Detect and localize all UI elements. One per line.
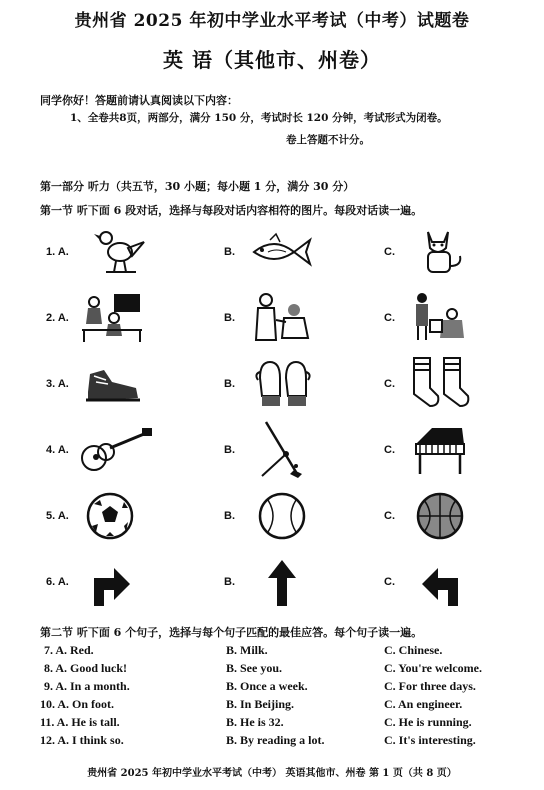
response-option-c: C. Chinese.	[384, 643, 443, 657]
soccer-ball-icon	[84, 490, 136, 542]
question-row-5	[0, 486, 544, 546]
section-1-heading: 第一节 听下面 6 段对话，选择与每段对话内容相符的图片。每段对话读一遍。	[40, 204, 423, 217]
option-c-label: C.	[384, 444, 395, 456]
gloves-icon	[254, 358, 312, 410]
straight-arrow-icon	[266, 558, 298, 608]
response-option-a: 7. A. Red.	[44, 643, 94, 657]
option-c-label: C.	[384, 312, 395, 324]
response-option-a: 8. A. Good luck!	[44, 661, 128, 675]
response-option-b: B. By reading a lot.	[226, 733, 325, 747]
response-option-b: B. In Beijing.	[226, 697, 295, 711]
response-option-c: C. It's interesting.	[384, 733, 476, 747]
response-option-c: C. You're welcome.	[384, 661, 482, 675]
question-row-6	[0, 552, 544, 612]
basketball-icon	[414, 490, 466, 542]
response-option-b: B. Milk.	[226, 643, 268, 657]
option-c-label: C.	[384, 246, 395, 258]
doctor-icon	[250, 290, 314, 344]
fish-icon	[248, 232, 314, 272]
notice-label: 同学你好！答题前请认真阅读以下内容：	[40, 94, 238, 107]
option-b-label: B.	[224, 312, 235, 324]
golf-icon	[256, 420, 306, 480]
response-option-c: C. He is running.	[384, 715, 472, 729]
question-row-3	[0, 354, 544, 414]
exam-title: 贵州省 2025 年初中学业水平考试（中考）试题卷	[74, 11, 470, 31]
question-row-4	[0, 420, 544, 480]
sneakers-icon	[82, 362, 142, 406]
bird-icon	[92, 224, 148, 278]
section-2-heading: 第二节 听下面 6 个句子，选择与每个句子匹配的最佳应答。每个句子读一遍。	[40, 626, 423, 639]
question-row-2	[0, 288, 544, 348]
option-a-label: 5. A.	[46, 510, 69, 522]
cooking-icon	[408, 290, 472, 344]
turn-right-arrow-icon	[88, 558, 132, 608]
option-a-label: 3. A.	[46, 378, 69, 390]
notice-item-1-continued: 卷上答题不计分。	[286, 134, 370, 146]
option-a-label: 4. A.	[46, 444, 69, 456]
page-footer: 贵州省 2025 年初中学业水平考试（中考） 英语其他市、州卷 第 1 页（共 8 页）	[87, 768, 457, 779]
option-a-label: 2. A.	[46, 312, 69, 324]
response-option-b: B. Once a week.	[226, 679, 308, 693]
option-b-label: B.	[224, 444, 235, 456]
response-option-a: 12. A. I think so.	[40, 733, 124, 747]
response-option-c: C. For three days.	[384, 679, 476, 693]
classroom-icon	[80, 290, 144, 344]
notice-item-1: 1、全卷共8页，两部分，满分 150 分，考试时长 120 分钟，考试形式为闭卷。	[70, 112, 448, 124]
option-c-label: C.	[384, 378, 395, 390]
option-b-label: B.	[224, 510, 235, 522]
option-c-label: C.	[384, 576, 395, 588]
option-b-label: B.	[224, 576, 235, 588]
response-option-a: 11. A. He is tall.	[40, 715, 120, 729]
response-option-b: B. See you.	[226, 661, 283, 675]
part-1-heading: 第一部分 听力（共五节，30 小题；每小题 1 分，满分 30 分）	[40, 180, 355, 193]
response-option-b: B. He is 32.	[226, 715, 284, 729]
guitar-icon	[78, 426, 154, 474]
option-c-label: C.	[384, 510, 395, 522]
response-option-a: 10. A. On foot.	[40, 697, 115, 711]
response-option-a: 9. A. In a month.	[44, 679, 130, 693]
baseball-icon	[256, 490, 308, 542]
response-option-c: C. An engineer.	[384, 697, 463, 711]
piano-icon	[412, 424, 468, 476]
option-b-label: B.	[224, 246, 235, 258]
option-b-label: B.	[224, 378, 235, 390]
subject-title: 英 语（其他市、州卷）	[163, 48, 381, 72]
option-a-label: 6. A.	[46, 576, 69, 588]
turn-left-arrow-icon	[420, 558, 464, 608]
cat-icon	[418, 226, 466, 276]
socks-icon	[408, 356, 472, 410]
question-row-1	[0, 222, 544, 282]
option-a-label: 1. A.	[46, 246, 69, 258]
